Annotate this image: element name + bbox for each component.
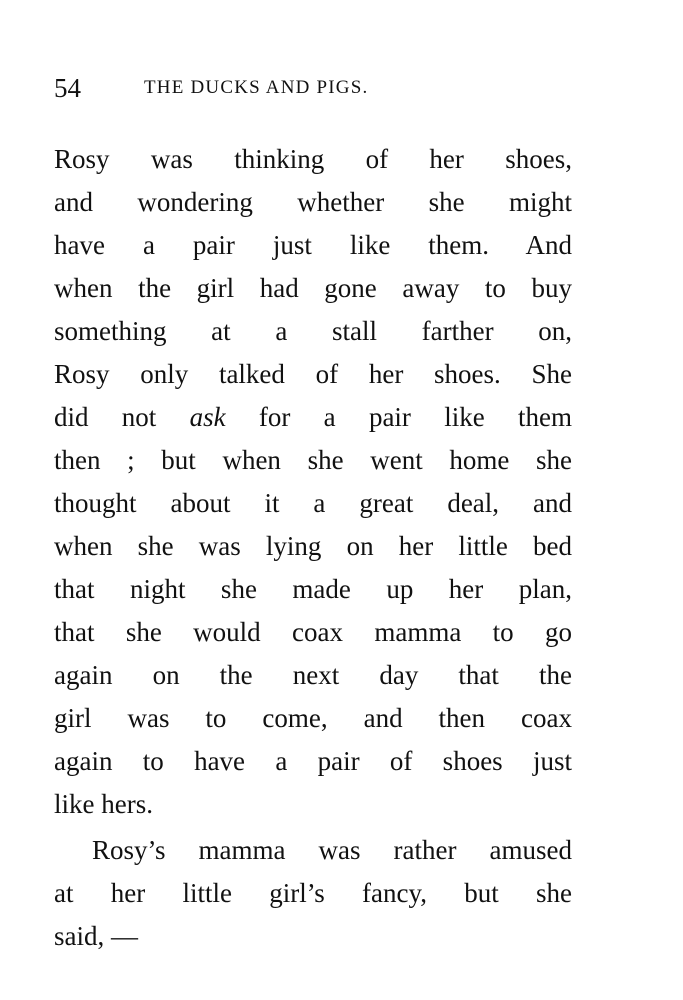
page-number: 54 — [54, 73, 81, 103]
paragraph-1-line-7-end: for a pair like them — [225, 402, 572, 432]
paragraph-1-line-2: and wondering whether she might — [54, 187, 572, 217]
paragraph-1-line-3: have a pair just like them. And — [54, 230, 572, 260]
paragraph-1-line-4: when the girl had gone away to buy — [54, 273, 572, 303]
paragraph-1-line-6: Rosy only talked of her shoes. She — [54, 359, 572, 389]
emphasized-word: ask — [189, 402, 226, 432]
running-title: THE DUCKS AND PIGS. — [144, 77, 369, 98]
paragraph-1-line-16: like hers. — [54, 789, 153, 819]
page-header — [54, 68, 574, 108]
paragraph-1-line-13: again on the next day that the — [54, 660, 572, 690]
paragraph-1-line-7 — [54, 396, 572, 438]
paragraph-1-line-14: girl was to come, and then coax — [54, 703, 572, 733]
paragraph-2-line-3: said, — — [54, 921, 138, 951]
paragraph-1-line-11: that night she made up her plan, — [54, 574, 572, 604]
paragraph-1-line-10: when she was lying on her little bed — [54, 531, 572, 561]
paragraph-2-line-2: at her little girl’s fancy, but she — [54, 878, 572, 908]
paragraph-1-line-15: again to have a pair of shoes just — [54, 746, 572, 776]
paragraph-1-line-5: something at a stall farther on, — [54, 316, 572, 346]
paragraph-1-line-12: that she would coax mamma to go — [54, 617, 572, 647]
paragraph-1-line-1: Rosy was thinking of her shoes, — [54, 144, 572, 174]
paragraph-1-line-7-start: did not — [54, 402, 190, 432]
paragraph-1-line-8: then ; but when she went home she — [54, 445, 572, 475]
paragraph-2-line-1: Rosy’s mamma was rather amused — [92, 835, 572, 865]
paragraph-1-line-9: thought about it a great deal, and — [54, 488, 572, 518]
